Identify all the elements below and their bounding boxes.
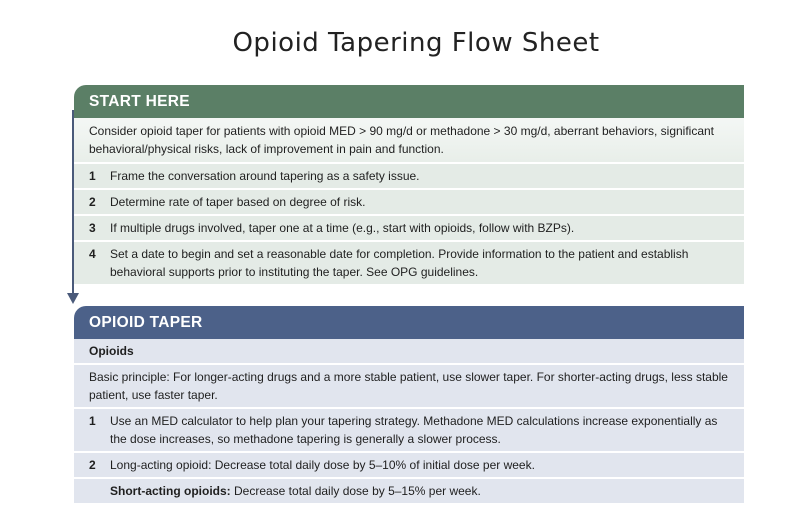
short-acting-note bbox=[74, 479, 744, 505]
page-title: Opioid Tapering Flow Sheet bbox=[232, 28, 600, 58]
step-number: 2 bbox=[89, 195, 96, 209]
step-number: 1 bbox=[89, 169, 96, 183]
short-acting-text: Decrease total daily dose by 5–15% per week. bbox=[230, 484, 481, 498]
step-number: 4 bbox=[89, 247, 96, 261]
start-here-section bbox=[74, 85, 744, 286]
taper-step bbox=[74, 409, 744, 453]
start-intro: Consider opioid taper for patients with opioid MED > 90 mg/d or methadone > 30 mg/d, aberrant behaviors, significant behavioral/physical risks, lack of improvement in pain and function. bbox=[74, 118, 744, 164]
step-text: Use an MED calculator to help plan your tapering strategy. Methadone MED calculations increase exponentially as the dose increases, so methadone tapering is generally a slower process. bbox=[110, 414, 718, 446]
step-number: 3 bbox=[89, 221, 96, 235]
step-text: Frame the conversation around tapering as a safety issue. bbox=[110, 169, 420, 183]
opioid-taper-section bbox=[74, 306, 744, 505]
basic-principle: Basic principle: For longer-acting drugs and a more stable patient, use slower taper. For shorter-acting drugs, less stable patient, use faster taper. bbox=[74, 365, 744, 409]
start-here-header: START HERE bbox=[74, 85, 744, 118]
opioid-taper-header: OPIOID TAPER bbox=[74, 306, 744, 339]
step-number: 2 bbox=[89, 458, 96, 472]
step-text: If multiple drugs involved, taper one at a time (e.g., start with opioids, follow with BZPs). bbox=[110, 221, 575, 235]
flow-arrow-down-icon bbox=[67, 293, 79, 304]
step-number: 1 bbox=[89, 414, 96, 428]
start-step bbox=[74, 164, 744, 190]
start-step bbox=[74, 190, 744, 216]
step-text: Long-acting opioid: Decrease total daily dose by 5–10% of initial dose per week. bbox=[110, 458, 535, 472]
short-acting-label: Short-acting opioids: bbox=[110, 484, 231, 498]
opioids-subheading: Opioids bbox=[74, 339, 744, 365]
start-step bbox=[74, 216, 744, 242]
taper-step bbox=[74, 453, 744, 479]
step-text: Determine rate of taper based on degree of risk. bbox=[110, 195, 366, 209]
step-text: Set a date to begin and set a reasonable date for completion. Provide information to the patient and establish behavioral supports prior to instituting the taper. See OPG guidelines. bbox=[110, 247, 689, 279]
start-step bbox=[74, 242, 744, 286]
